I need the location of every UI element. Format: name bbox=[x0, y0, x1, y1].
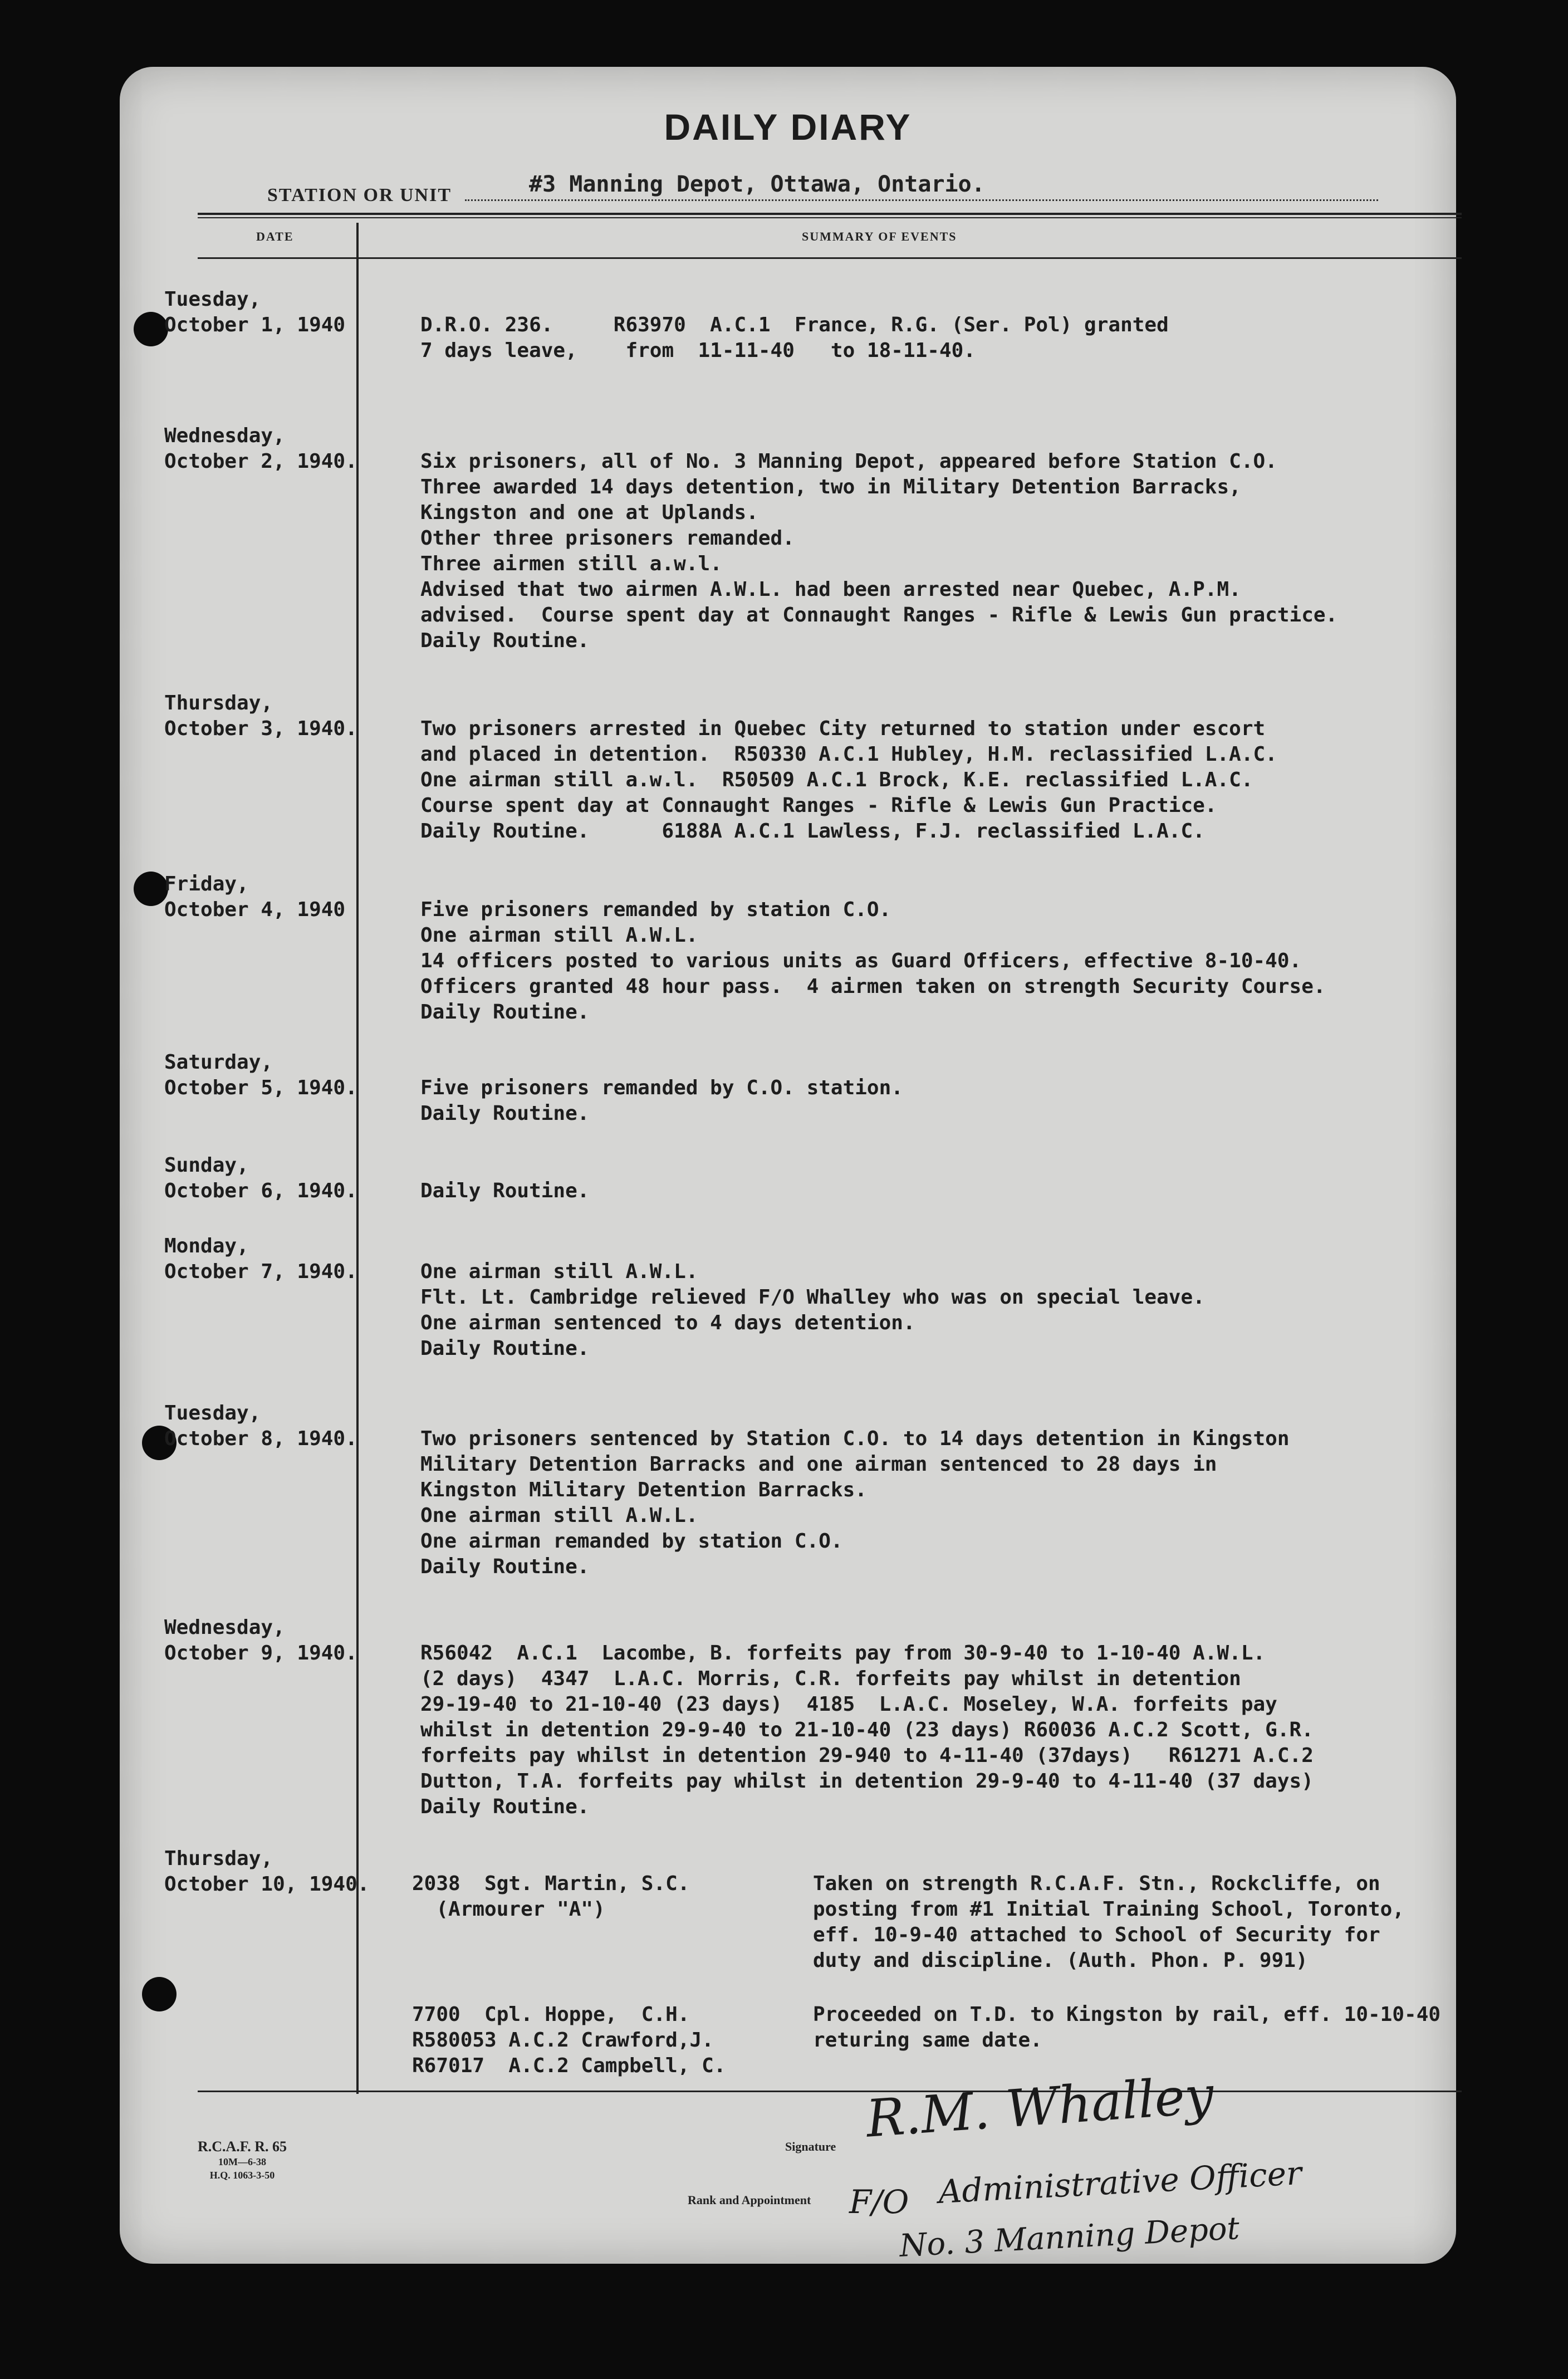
entry-summary bbox=[420, 716, 1277, 844]
summary-line: Two prisoners arrested in Quebec City returned to station under escort bbox=[420, 717, 1266, 740]
entry-date-text: October 4, 1940 bbox=[164, 898, 346, 921]
bottom-rule bbox=[198, 2091, 1462, 2092]
summary-line: duty and discipline. (Auth. Phon. P. 991) bbox=[813, 1949, 1308, 1972]
summary-line: Five prisoners remanded by C.O. station. bbox=[420, 1076, 903, 1099]
personnel-hoppe-group bbox=[412, 2002, 726, 2079]
punch-hole bbox=[134, 312, 168, 346]
temporary-duty-note bbox=[813, 2002, 1440, 2053]
summary-line: R56042 A.C.1 Lacombe, B. forfeits pay from 30-9-40 to 1-10-40 A.W.L. bbox=[420, 1642, 1266, 1665]
summary-line: and placed in detention. R50330 A.C.1 Hubley, H.M. reclassified L.A.C. bbox=[420, 743, 1277, 766]
summary-line: One airman still A.W.L. bbox=[420, 924, 698, 947]
summary-line: (Armourer "A") bbox=[412, 1898, 605, 1921]
summary-line: 7700 Cpl. Hoppe, C.H. bbox=[412, 2003, 690, 2026]
summary-line: Kingston Military Detention Barracks. bbox=[420, 1479, 867, 1501]
summary-line: posting from #1 Initial Training School, Toronto, bbox=[813, 1898, 1405, 1921]
summary-line: Daily Routine. bbox=[420, 1337, 590, 1360]
handwritten-rank: Administrative Officer bbox=[937, 2153, 1303, 2211]
handwritten-rank-prefix: F/O bbox=[849, 2183, 909, 2221]
summary-line: Officers granted 48 hour pass. 4 airmen taken on strength Security Course. bbox=[420, 975, 1326, 998]
entry-summary bbox=[420, 1641, 1314, 1820]
summary-line: R580053 A.C.2 Crawford,J. bbox=[412, 2029, 714, 2052]
summary-line: R67017 A.C.2 Campbell, C. bbox=[412, 2054, 726, 2077]
entry-weekday: Tuesday, bbox=[164, 1402, 261, 1425]
entry-weekday: Sunday, bbox=[164, 1154, 249, 1177]
entry-weekday: Thursday, bbox=[164, 1847, 273, 1870]
summary-line: advised. Course spent day at Connaught Ranges - Rifle & Lewis Gun practice. bbox=[420, 604, 1338, 626]
form-print-code: 10M—6-38 bbox=[218, 2156, 266, 2167]
entry-summary bbox=[420, 1259, 1205, 1362]
entry-date bbox=[164, 423, 370, 474]
form-code bbox=[173, 2138, 312, 2182]
summary-column-header: SUMMARY OF EVENTS bbox=[802, 229, 957, 243]
entry-weekday: Friday, bbox=[164, 873, 249, 895]
summary-line: 2038 Sgt. Martin, S.C. bbox=[412, 1872, 690, 1895]
entry-summary bbox=[420, 312, 1169, 364]
entry-date bbox=[164, 1153, 370, 1204]
entry-summary bbox=[420, 1178, 589, 1204]
summary-line: One airman sentenced to 4 days detention. bbox=[420, 1311, 915, 1334]
entry-date-text: October 1, 1940 bbox=[164, 314, 346, 336]
summary-line: One airman remanded by station C.O. bbox=[420, 1530, 843, 1553]
punch-hole bbox=[134, 872, 168, 906]
page-title: DAILY DIARY bbox=[664, 106, 912, 148]
entry-summary bbox=[420, 897, 1326, 1025]
posting-note bbox=[813, 1871, 1404, 1974]
summary-line: Kingston and one at Uplands. bbox=[420, 501, 758, 524]
entry-summary bbox=[420, 1426, 1290, 1580]
entry-weekday: Thursday, bbox=[164, 692, 273, 714]
summary-line: Proceeded on T.D. to Kingston by rail, eff. 10-10-40 bbox=[813, 2003, 1441, 2026]
summary-line: Military Detention Barracks and one airman sentenced to 28 days in bbox=[420, 1453, 1217, 1476]
summary-line: Daily Routine. bbox=[420, 629, 590, 652]
entry-date-text: October 10, 1940. bbox=[164, 1873, 370, 1896]
entry-weekday: Saturday, bbox=[164, 1051, 273, 1074]
summary-line: 14 officers posted to various units as Guard Officers, effective 8-10-40. bbox=[420, 949, 1302, 972]
handwritten-unit: No. 3 Manning Depot bbox=[898, 2210, 1241, 2264]
summary-line: One airman still a.w.l. R50509 A.C.1 Brock, K.E. reclassified L.A.C. bbox=[420, 768, 1253, 791]
column-header-rule bbox=[198, 257, 1462, 259]
date-column-header: DATE bbox=[256, 229, 294, 243]
entry-date bbox=[164, 691, 370, 742]
summary-line: 7 days leave, from 11-11-40 to 18-11-40. bbox=[420, 339, 976, 362]
entry-date-text: October 2, 1940. bbox=[164, 450, 357, 473]
diary-page bbox=[120, 67, 1456, 2264]
summary-line: Daily Routine. 6188A A.C.1 Lawless, F.J. reclassified L.A.C. bbox=[420, 820, 1205, 843]
header-rule bbox=[198, 217, 1462, 218]
summary-line: Taken on strength R.C.A.F. Stn., Rockcliffe, on bbox=[813, 1872, 1380, 1895]
summary-line: Course spent day at Connaught Ranges - Rifle & Lewis Gun Practice. bbox=[420, 794, 1217, 817]
entry-weekday: Wednesday, bbox=[164, 1616, 285, 1639]
entry-date-text: October 8, 1940. bbox=[164, 1427, 357, 1450]
summary-line: Flt. Lt. Cambridge relieved F/O Whalley who was on special leave. bbox=[420, 1286, 1205, 1309]
entry-date-text: October 5, 1940. bbox=[164, 1076, 357, 1099]
summary-line: (2 days) 4347 L.A.C. Morris, C.R. forfeits pay whilst in detention bbox=[420, 1667, 1241, 1690]
summary-line: forfeits pay whilst in detention 29-940 to 4-11-40 (37days) R61271 A.C.2 bbox=[420, 1744, 1314, 1767]
summary-line: Advised that two airmen A.W.L. had been arrested near Quebec, A.P.M. bbox=[420, 578, 1241, 601]
summary-line: Three airmen still a.w.l. bbox=[420, 552, 722, 575]
summary-line: whilst in detention 29-9-40 to 21-10-40 (23 days) R60036 A.C.2 Scott, G.R. bbox=[420, 1719, 1314, 1741]
summary-line: Six prisoners, all of No. 3 Manning Depot, appeared before Station C.O. bbox=[420, 450, 1277, 473]
header-rule bbox=[198, 213, 1462, 215]
entry-summary bbox=[420, 449, 1337, 654]
handwritten-signature: R.M. Whalley bbox=[864, 2065, 1216, 2149]
form-number: R.C.A.F. R. 65 bbox=[197, 2138, 287, 2155]
summary-line: Dutton, T.A. forfeits pay whilst in detention 29-9-40 to 4-11-40 (37 days) bbox=[420, 1770, 1314, 1793]
entry-date bbox=[164, 1615, 370, 1666]
entry-date-text: October 6, 1940. bbox=[164, 1179, 357, 1202]
rank-label: Rank and Appointment bbox=[688, 2193, 811, 2207]
entry-date bbox=[164, 287, 370, 338]
signature-label: Signature bbox=[785, 2140, 836, 2153]
form-hq-code: H.Q. 1063-3-50 bbox=[209, 2170, 275, 2181]
summary-line: One airman still A.W.L. bbox=[420, 1504, 698, 1527]
entry-weekday: Tuesday, bbox=[164, 288, 261, 311]
entry-weekday: Monday, bbox=[164, 1235, 249, 1257]
summary-line: Daily Routine. bbox=[420, 1001, 590, 1024]
entry-weekday: Wednesday, bbox=[164, 424, 285, 447]
summary-line: Three awarded 14 days detention, two in Military Detention Barracks, bbox=[420, 476, 1241, 498]
station-underline bbox=[465, 199, 1378, 201]
entry-date bbox=[164, 872, 370, 923]
summary-line: Daily Routine. bbox=[420, 1795, 590, 1818]
entry-summary bbox=[420, 1075, 903, 1127]
summary-line: Two prisoners sentenced by Station C.O. to 14 days detention in Kingston bbox=[420, 1427, 1290, 1450]
entry-date bbox=[164, 1233, 370, 1285]
summary-line: Daily Routine. bbox=[420, 1555, 590, 1578]
entry-date bbox=[164, 1050, 370, 1101]
summary-line: 29-19-40 to 21-10-40 (23 days) 4185 L.A.C. Moseley, W.A. forfeits pay bbox=[420, 1693, 1277, 1716]
punch-hole bbox=[142, 1977, 177, 2011]
entry-date-text: October 7, 1940. bbox=[164, 1260, 357, 1283]
summary-line: returing same date. bbox=[813, 2029, 1042, 2052]
summary-line: eff. 10-9-40 attached to School of Security for bbox=[813, 1923, 1380, 1946]
entry-date bbox=[164, 1401, 370, 1452]
summary-line: One airman still A.W.L. bbox=[420, 1260, 698, 1283]
station-value: #3 Manning Depot, Ottawa, Ontario. bbox=[529, 172, 985, 197]
entry-date-text: October 3, 1940. bbox=[164, 717, 357, 740]
summary-line: D.R.O. 236. R63970 A.C.1 France, R.G. (Ser. Pol) granted bbox=[420, 314, 1169, 336]
station-label: STATION OR UNIT bbox=[267, 185, 452, 205]
entry-date bbox=[164, 1846, 370, 1897]
entry-date-text: October 9, 1940. bbox=[164, 1642, 357, 1665]
summary-line: Other three prisoners remanded. bbox=[420, 527, 795, 550]
summary-line: Daily Routine. bbox=[420, 1102, 590, 1125]
summary-line: Five prisoners remanded by station C.O. bbox=[420, 898, 891, 921]
summary-line: Daily Routine. bbox=[420, 1179, 590, 1202]
personnel-martin bbox=[412, 1871, 690, 1922]
